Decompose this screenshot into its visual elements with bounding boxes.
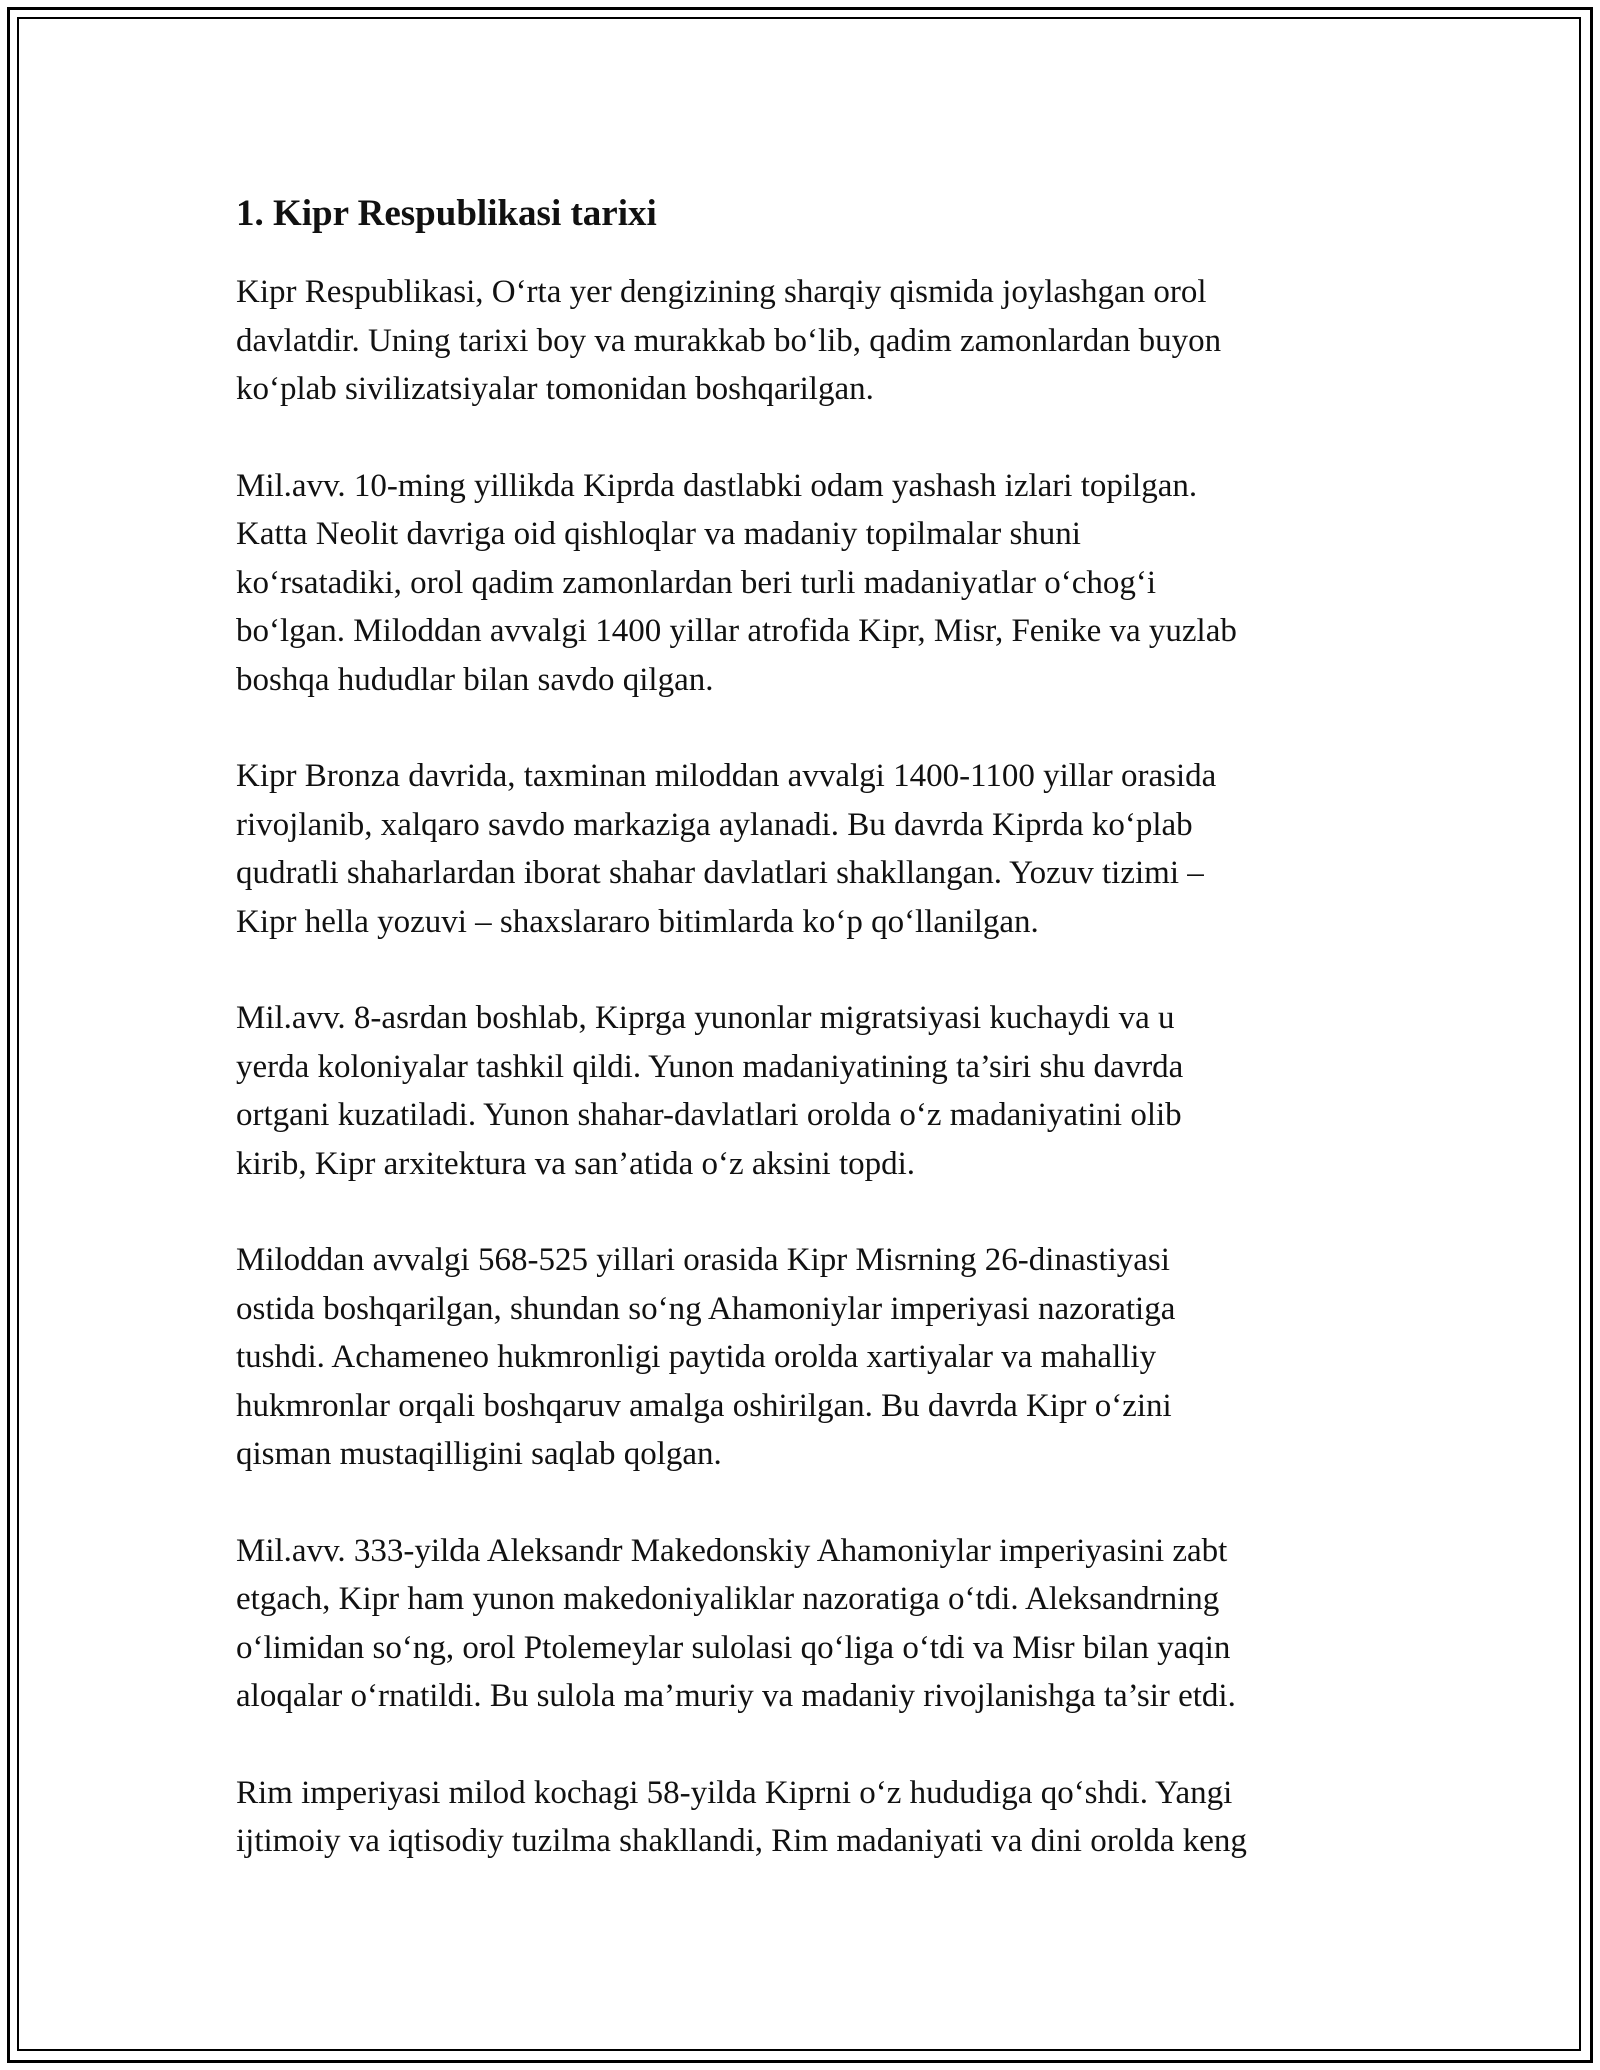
paragraph-line: Kipr hella yozuvi – shaxslararo bitimlarda ko‘p qo‘llanilgan. [236,903,1039,940]
paragraph-line: Miloddan avvalgi 568-525 yillari orasida Kipr Misrning 26-dinastiyasi [236,1242,1170,1278]
paragraph-line: qisman mustaqilligini saqlab qolgan. [236,1436,722,1472]
paragraph-line: tushdi. Achameneo hukmronligi paytida orolda xartiyalar va mahalliy [236,1339,1157,1375]
paragraph-line: Mil.avv. 8-asrdan boshlab, Kiprga yunonlar migratsiyasi kuchaydi va u [236,1000,1175,1036]
paragraph-line: Kipr Bronza davrida, taxminan miloddan avvalgi 1400-1100 yillar orasida [236,758,1217,794]
paragraph-4 [236,994,1366,1188]
paragraph-line: etgach, Kipr ham yunon makedoniyaliklar nazoratiga o‘tdi. Aleksandrning [236,1581,1220,1617]
paragraph-line: kirib, Kipr arxitektura va san’atida o‘z aksini topdi. [236,1145,916,1182]
paragraph-line: Rim imperiyasi milod kochagi 58-yilda Kiprni o‘z hududiga qo‘shdi. Yangi [236,1774,1233,1811]
document-body [236,188,1366,1914]
paragraph-line: bo‘lgan. Miloddan avvalgi 1400 yillar atrofida Kipr, Misr, Fenike va yuzlab [236,613,1237,649]
paragraph-line: ostida boshqarilgan, shundan so‘ng Ahamoniylar imperiyasi nazoratiga [236,1290,1176,1327]
paragraph-line: yerda koloniyalar tashkil qildi. Yunon madaniyatining ta’siri shu davrda [236,1048,1184,1085]
paragraph-line: davlatdir. Uning tarixi boy va murakkab bo‘lib, qadim zamonlardan buyon [236,322,1222,359]
paragraph-line: o‘limidan so‘ng, orol Ptolemeylar sulolasi qo‘liga o‘tdi va Misr bilan yaqin [236,1629,1231,1666]
paragraph-line: Katta Neolit davriga oid qishloqlar va madaniy topilmalar shuni [236,516,1081,552]
paragraph-line: qudratli shaharlardan iborat shahar davlatlari shakllangan. Yozuv tizimi – [236,855,1204,891]
paragraph-3 [236,752,1366,946]
paragraph-line: aloqalar o‘rnatildi. Bu sulola ma’muriy va madaniy rivojlanishga ta’sir etdi. [236,1678,1236,1714]
paragraph-7 [236,1769,1366,1866]
paragraph-6 [236,1527,1366,1721]
paragraph-5 [236,1236,1366,1479]
paragraph-line: boshqa hududlar bilan savdo qilgan. [236,661,714,698]
paragraph-line: Mil.avv. 333-yilda Aleksandr Makedonskiy Ahamoniylar imperiyasini zabt [236,1532,1228,1569]
paragraph-1 [236,268,1366,414]
paragraph-line: Kipr Respublikasi, O‘rta yer dengizining sharqiy qismida joylashgan orol [236,274,1207,310]
paragraph-line: ijtimoiy va iqtisodiy tuzilma shakllandi, Rim madaniyati va dini orolda keng [236,1823,1247,1859]
paragraph-line: ko‘plab sivilizatsiyalar tomonidan boshqarilgan. [236,371,874,407]
section-title: 1. Kipr Respublikasi tarixi [236,193,657,234]
paragraph-2 [236,462,1366,705]
paragraph-line: ortgani kuzatiladi. Yunon shahar-davlatlari orolda o‘z madaniyatini olib [236,1097,1182,1133]
paragraph-line: Mil.avv. 10-ming yillikda Kiprda dastlabki odam yashash izlari topilgan. [236,467,1198,504]
paragraph-line: ko‘rsatadiki, orol qadim zamonlardan beri turli madaniyatlar o‘chog‘i [236,564,1157,601]
paragraph-line: rivojlanib, xalqaro savdo markaziga aylanadi. Bu davrda Kiprda ko‘plab [236,806,1193,843]
paragraph-line: hukmronlar orqali boshqaruv amalga oshirilgan. Bu davrda Kipr o‘zini [236,1387,1172,1424]
